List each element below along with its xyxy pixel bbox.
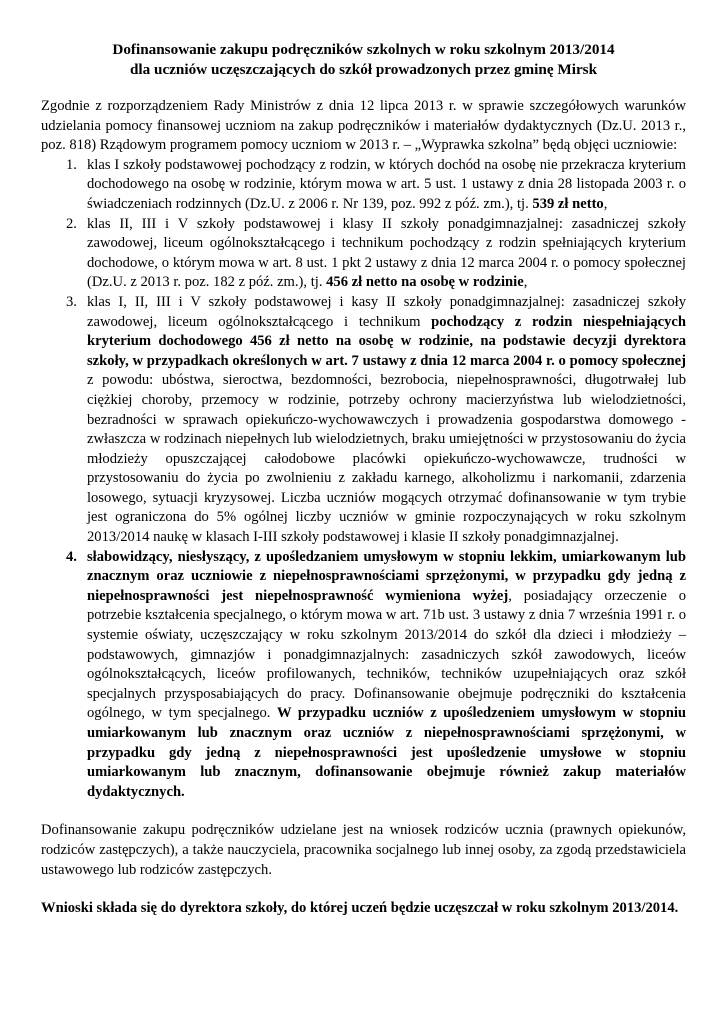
list-item-2 [66, 215, 686, 293]
list-number: 3. [66, 293, 77, 310]
eligibility-list [41, 156, 686, 803]
item-bold-text: 456 zł netto na osobę w rodzinie [326, 274, 524, 291]
intro-paragraph: Zgodnie z rozporządzeniem Rady Ministrów z dnia 12 lipca 2013 r. w sprawie szczegółowych warunków udzielania pomocy finansowej uczniom na zakup podręczników i materiałów dydaktycznych (Dz.U. 2013 r., poz. 818) Rządowym programem pomocy uczniom w 2013 r. – „Wyprawka szkolna” będą objęci uczniowie: [41, 98, 686, 154]
page-title [41, 40, 686, 80]
title-line-1: Dofinansowanie zakupu podręczników szkolnych w roku szkolnym 2013/2014 [112, 41, 615, 58]
list-item-1 [66, 156, 686, 215]
item-bold-text: pochodzący z rodzin niespełniających kryterium dochodowego 456 zł netto na osobę w rodzinie, na podstawie decyzji dyrektora szkoły, w przypadkach określonych w art. 7 ustawy z dnia 12 marca 2004 r. o pomocy społecznej [87, 313, 686, 369]
list-number: 2. [66, 215, 77, 232]
item-text: , posiadający orzeczenie o potrzebie kształcenia specjalnego, o którym mowa w art. 71b ust. 3 ustawy z dnia 7 września 1991 r. o systemie oświaty, uczęszczający w roku szkolnym 2013/2014 do szkół dla dzieci i młodzieży – podstawowych, gimnazjów i ponadgimnazjalnych: zasadniczych szkół zawodowych, liceów ogólnokształcących, liceów profilowanych, techników, techników uzupełniających oraz szkół specjalnych przysposabiających do pracy. Dofinansowanie obejmuje podręczniki do kształcenia ogólnego, w tym specjalnego. [87, 587, 687, 722]
list-item-4 [66, 548, 687, 803]
item-text-end: z powodu: ubóstwa, sieroctwa, bezdomności, bezrobocia, niepełnosprawności, długotrwałej lub ciężkiej choroby, przemocy w rodzinie, potrzeby ochrony macierzyństwa lub wielodzietności, bezradności w sprawach opiekuńczo-wychowawczych i prowadzenia gospodarstwa domowego - zwłaszcza w rodzinach niepełnych lub wielodzietnych, braku umiejętności w przystosowaniu do życia młodzieży opuszczającej całodobowe placówki opiekuńczo-wychowawcze, trudności w przystosowaniu do życia po zwolnieniu z zakładu karnego, alkoholizmu i narkomanii, zdarzenia losowego, sytuacji kryzysowej. Liczba uczniów mogących otrzymać dofinansowanie w tym trybie jest ograniczona do 5% ogólnej liczby uczniów w gminie rozpoczynających w roku szkolnym 2013/2014 naukę w klasach I-III szkoły podstawowej i klasie II szkoły ponadgimnazjalnej. [87, 372, 686, 546]
item-bold-text: 539 zł netto [532, 195, 604, 212]
list-number: 1. [66, 156, 77, 173]
item-text-end: , [603, 195, 608, 212]
item-text: klas II, III i V szkoły podstawowej i klasy II szkoły ponadgimnazjalnej: zasadniczej szkoły zawodowej, liceum ogólnokształcącego i technikum pochodzący z rodzin spełniających kryterium dochodowe, o którym mowa w art. 8 ust. 1 pkt 2 ustawy z dnia 12 marca 2004 r. o pomocy społecznej (Dz.U. z 2013 r. poz. 182 z póź. zm.), tj. [87, 215, 686, 291]
title-line-2: dla uczniów uczęszczających do szkół prowadzonych przez gminę Mirsk [129, 61, 598, 78]
item-text-end: , [523, 274, 528, 291]
item-text: klas I, II, III i V szkoły podstawowej i kasy II szkoły ponadgimnazjalnej: zasadniczej szkoły zawodowej, liceum ogólnokształcącego i technikum [87, 293, 686, 330]
list-number: 4. [66, 548, 77, 565]
item-bold-text-2: W przypadku uczniów z upośledzeniem umysłowym w stopniu umiarkowanym lub znacznym oraz uczniów z niepełnosprawnościami sprzężonymi, w przypadku gdy jedną z niepełnosprawności jest upośledzenie umysłowe w stopniu umiarkowanym lub znacznym, dofinansowanie obejmuje również zakup materiałów dydaktycznych. [87, 705, 686, 800]
item-text: klas I szkoły podstawowej pochodzący z rodzin, w których dochód na osobę nie przekracza kryterium dochodowego na osobę w rodzinie, którym mowa w art. 5 ust. 1 ustawy z dnia 28 listopada 2003 r. o świadczeniach rodzinnych (Dz.U. z 2006 r. Nr 139, poz. 992 z póź. zm.), tj. [87, 156, 686, 212]
list-item-3 [66, 293, 686, 548]
application-paragraph: Dofinansowanie zakupu podręczników udzielane jest na wniosek rodziców ucznia (prawnych opiekunów, rodziców zastępczych), a także nauczyciela, pracownika socjalnego lub innej osoby, za zgodą przedstawiciela ustawowego lub rodziców zastępczych. [41, 822, 686, 878]
item-bold-text: słabowidzący, niesłyszący, z upośledzaniem umysłowym w stopniu lekkim, umiarkowanym lub znacznym oraz uczniowie z niepełnosprawnościami sprzężonymi, w przypadku gdy jedną z niepełnosprawności jest niepełnosprawność wymieniona wyżej [87, 548, 686, 604]
submission-paragraph: Wnioski składa się do dyrektora szkoły, do której uczeń będzie uczęszczał w roku szkolnym 2013/2014. [41, 900, 679, 917]
